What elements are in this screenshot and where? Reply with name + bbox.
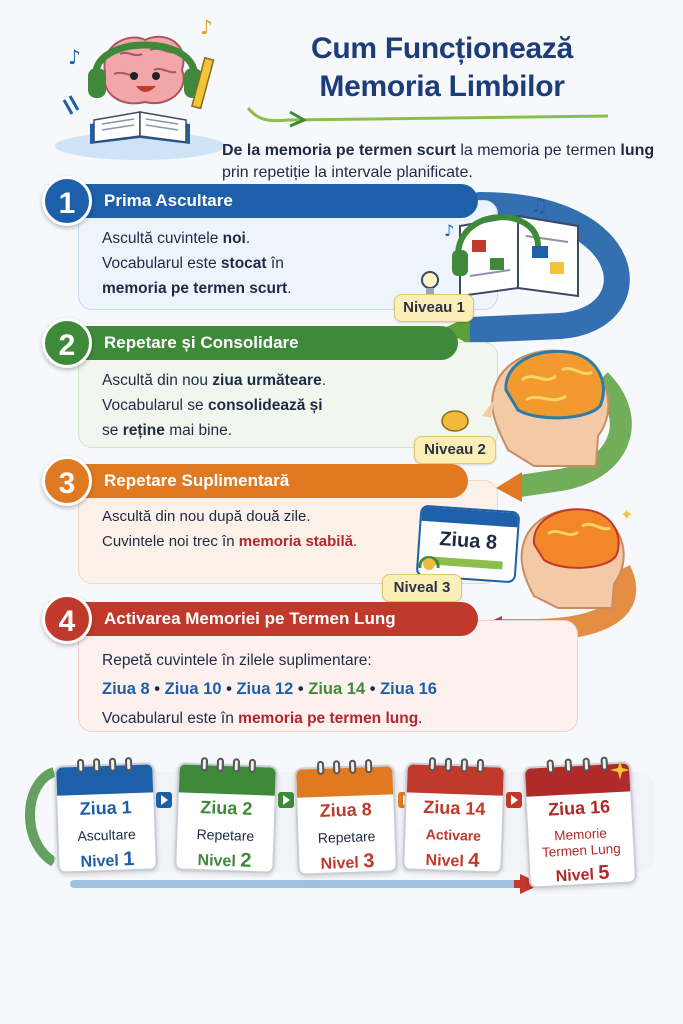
svg-text:♪: ♪ — [200, 15, 213, 39]
subtitle-bold-1: De la memoria pe termen scurt — [222, 142, 456, 159]
timeline-day-8-label: Ziua 8 — [319, 799, 372, 821]
step-2-number: 2 — [42, 318, 92, 368]
timeline-day-14-label: Ziua 14 — [423, 796, 486, 820]
timeline-day-2-activity: Repetare — [196, 825, 255, 844]
timeline-arrow-4 — [506, 792, 522, 808]
step-3-banner — [48, 464, 468, 498]
title-line-1: Cum Funcționează — [311, 32, 573, 65]
timeline-day-16-label: Ziua 16 — [547, 796, 611, 820]
subtitle-bold-2: lung — [620, 142, 655, 159]
step-3-text: Ascultă din nou după două zile. Cuvintele noi trec în memoria stabilă. — [102, 508, 358, 550]
timeline-day-2: Ziua 2 Repetare Nivel 2 — [174, 762, 278, 873]
step-1-title: Prima Ascultare — [104, 191, 233, 210]
book-headphones-icon — [438, 196, 588, 306]
timeline-arrow-2 — [278, 792, 294, 808]
head-brain-icon-2 — [510, 500, 640, 610]
step-1-text: Ascultă cuvintele noi. Vocabularul este stocat în memoria pe termen scurt. — [102, 230, 292, 297]
level-badge-2: Niveau 2 — [414, 436, 496, 464]
timeline-day-14-activity: Activare — [425, 826, 482, 844]
timeline-day-14: Ziua 14 Activare Nivel 4 — [402, 762, 506, 873]
timeline-day-16-activity-2: Termen Lung — [541, 840, 622, 861]
svg-text:♪: ♪ — [444, 221, 455, 240]
timeline-day-2-label: Ziua 2 — [200, 797, 253, 819]
svg-text:✦: ✦ — [620, 505, 634, 524]
step-4-days: Ziua 8 • Ziua 10 • Ziua 12 • Ziua 14 • Ziua 16 — [102, 680, 437, 698]
sparkle-icon — [610, 760, 630, 780]
step-3-title: Repetare Suplimentară — [104, 471, 290, 490]
timeline-arrow-1 — [156, 792, 172, 808]
timeline-day-1-label: Ziua 1 — [79, 797, 132, 819]
step-1-banner — [48, 184, 478, 218]
subtitle-end: prin repetiție la intervale planificate. — [222, 164, 473, 181]
calendar-ziua-8-label: Ziua 8 — [438, 528, 498, 554]
head-brain-icon-1 — [478, 340, 628, 470]
timeline-day-16-activity-1: Memorie — [553, 825, 608, 844]
step-2-text: Ascultă din nou ziua următeare. Vocabularul se consolidează și se reține mai bine. — [102, 372, 327, 439]
step-3-number: 3 — [42, 456, 92, 506]
step-2-title: Repetare și Consolidare — [104, 333, 299, 352]
timeline-day-1-activity: Ascultare — [77, 825, 137, 845]
lightbulb-icon — [418, 270, 442, 296]
step-1-number: 1 — [42, 176, 92, 226]
timeline-day-8: Ziua 8 Repetare Nivel 3 — [294, 764, 398, 875]
step-4-number: 4 — [42, 594, 92, 644]
svg-text:♪: ♪ — [68, 45, 81, 69]
level-badge-3: Niveal 3 — [382, 574, 462, 602]
timeline-day-16: Ziua 16 Memorie Termen Lung Nivel 5 — [523, 761, 637, 888]
step-4-banner — [48, 602, 478, 636]
brain-icon-small-2 — [440, 410, 470, 432]
step-4-title: Activarea Memoriei pe Termen Lung — [104, 609, 396, 628]
timeline-day-1: Ziua 1 Ascultare Nivel 1 — [54, 762, 158, 873]
step-4-line-1: Repetă cuvintele în zilele suplimentare: — [102, 652, 372, 669]
svg-text:♫: ♫ — [530, 196, 548, 217]
subtitle-mid: la memoria pe termen — [455, 142, 621, 159]
step-2-banner — [48, 326, 458, 360]
headphones-icon-small — [416, 552, 442, 572]
timeline-day-8-activity: Repetare — [317, 827, 376, 846]
step-4-text: Repetă cuvintele în zilele suplimentare: Ziua 8 • Ziua 10 • Ziua 12 • Ziua 14 • Ziua 16 Vocabularul este în memoria pe termen lung. — [102, 646, 522, 733]
title-line-2: Memoria Limbilor — [319, 70, 565, 103]
level-badge-1: Niveau 1 — [394, 294, 474, 322]
